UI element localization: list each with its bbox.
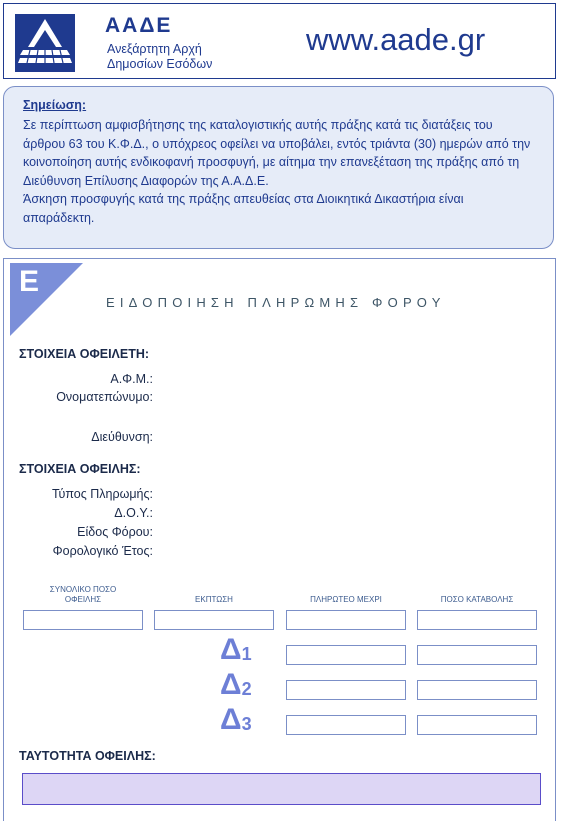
installment-2-amount-field[interactable] (417, 680, 537, 700)
installment-label-3 (220, 703, 252, 737)
col-header-payable-until: ΠΛΗΡΩΤΕΟ ΜΕΧΡΙ (310, 595, 382, 604)
debt-identity-field[interactable] (22, 773, 541, 805)
installment-3-date-field[interactable] (286, 715, 406, 735)
col-header-total (23, 585, 143, 605)
tax-year-label: Φορολογικό Έτος: (52, 544, 153, 558)
aade-logo-icon (15, 14, 75, 72)
form-title: ΕΙΔΟΠΟΙΗΣΗ ΠΛΗΡΩΜΗΣ ΦΟΡΟΥ (106, 295, 446, 310)
debt-section-title: ΣΤΟΙΧΕΙΑ ΟΦΕΙΛΗΣ: (19, 462, 141, 476)
identity-section-title: ΤΑΥΤΟΤΗΤΑ ΟΦΕΙΛΗΣ: (19, 749, 156, 763)
doy-label: Δ.Ο.Υ.: (114, 506, 153, 520)
installment-number: 2 (241, 679, 252, 699)
tax-kind-label: Είδος Φόρου: (77, 525, 153, 539)
discount-field[interactable] (154, 610, 274, 630)
note-body (23, 116, 535, 227)
payable-until-field[interactable] (286, 610, 406, 630)
logo-subtitle-line2: Δημοσίων Εσόδων (107, 57, 213, 71)
total-amount-field[interactable] (23, 610, 143, 630)
website-link[interactable]: www.aade.gr (306, 22, 486, 57)
col-header-total-line1: ΣΥΝΟΛΙΚΟ ΠΟΣΟ (49, 585, 117, 594)
installment-letter: Δ (220, 633, 242, 666)
note-paragraph-1: Σε περίπτωση αμφισβήτησης της καταλογιστικής αυτής πράξης κατά τις διατάξεις του άρθρου 63 του Κ.Φ.Δ., ο υπόχρεος οφείλει να υποβάλει, εντός τριάντα (30) ημερών από την κοινοποίηση αυτής ενδικοφανή προσφυγή, με αίτημα την επανεξέταση της πράξης από τη Διεύθυνση Επίλυσης Διαφορών της Α.Α.Δ.Ε. (23, 118, 531, 188)
installment-label-2 (220, 668, 252, 702)
payment-notice-form (3, 258, 556, 821)
col-header-discount: ΕΚΠΤΩΣΗ (195, 595, 233, 604)
installment-1-amount-field[interactable] (417, 645, 537, 665)
payment-type-label: Τύπος Πληρωμής: (51, 487, 153, 501)
note-box (3, 86, 554, 249)
header-bar (3, 3, 556, 79)
name-label: Ονοματεπώνυμο: (56, 390, 153, 404)
note-paragraph-2: Άσκηση προσφυγής κατά της πράξης απευθείας στα Διοικητικά Δικαστήρια είναι απαράδεκτη. (23, 192, 464, 225)
col-header-payment-amount: ΠΟΣΟ ΚΑΤΑΒΟΛΗΣ (440, 595, 514, 604)
logo-title: ΑΑΔΕ (105, 14, 173, 37)
installment-letter: Δ (220, 703, 242, 736)
installment-label-1 (220, 633, 252, 667)
installment-number: 3 (241, 714, 252, 734)
installment-3-amount-field[interactable] (417, 715, 537, 735)
installment-number: 1 (241, 644, 252, 664)
afm-label: Α.Φ.Μ.: (110, 372, 153, 386)
debtor-section-title: ΣΤΟΙΧΕΙΑ ΟΦΕΙΛΕΤΗ: (19, 347, 150, 361)
logo-subtitle-line1: Ανεξάρτητη Αρχή (107, 42, 202, 56)
form-letter: Ε (19, 265, 40, 298)
installment-2-date-field[interactable] (286, 680, 406, 700)
payment-amount-field[interactable] (417, 610, 537, 630)
note-title: Σημείωση: (23, 98, 87, 112)
col-header-total-line2: ΟΦΕΙΛΗΣ (64, 595, 102, 604)
installment-letter: Δ (220, 668, 242, 701)
installment-1-date-field[interactable] (286, 645, 406, 665)
logo-subtitle (107, 42, 212, 72)
address-label: Διεύθυνση: (91, 430, 153, 444)
